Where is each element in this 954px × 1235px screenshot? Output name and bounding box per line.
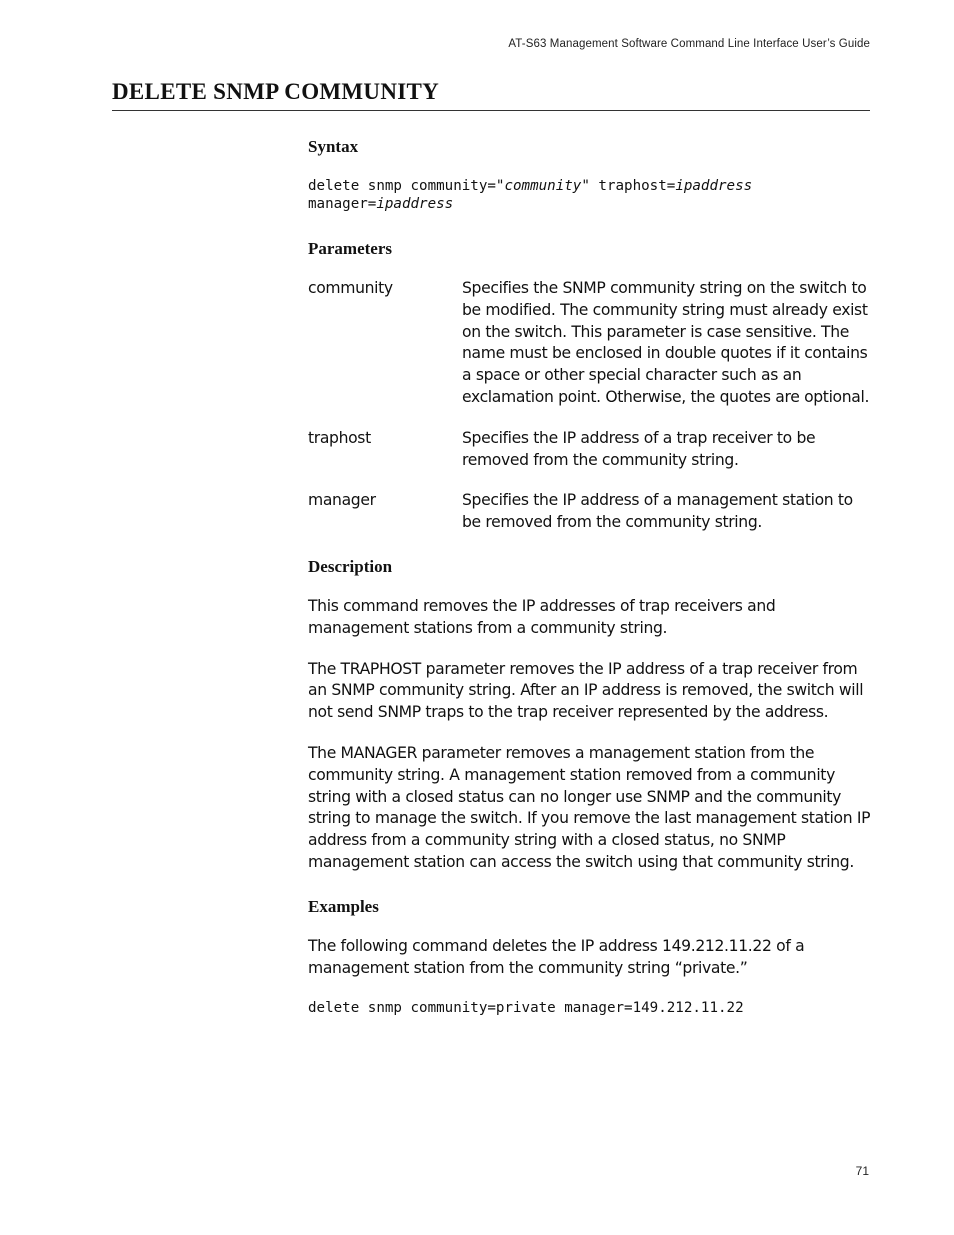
parameter-description: Specifies the SNMP community string on the switch to be modified. The community string must already exist on the switch. This parameter is case sensitive. The name must be enclosed in double quotes if it contains a space or other special character such as an exclamation point. Otherwise, the quotes are optional. bbox=[462, 279, 870, 406]
syntax-heading: Syntax bbox=[308, 137, 359, 156]
page-title: DELETE SNMP COMMUNITY bbox=[112, 79, 440, 104]
parameters-heading: Parameters bbox=[308, 239, 393, 258]
syntax-code bbox=[308, 177, 873, 213]
syntax-placeholder-community: community bbox=[504, 178, 582, 194]
parameter-row-community bbox=[308, 278, 873, 409]
syntax-text: delete snmp community=" bbox=[308, 178, 505, 194]
page-number: 71 bbox=[855, 1164, 869, 1178]
syntax-placeholder-traphost: ipaddress bbox=[675, 178, 753, 194]
running-header: AT-S63 Management Software Command Line Interface User’s Guide bbox=[508, 38, 870, 50]
examples-heading: Examples bbox=[308, 896, 379, 916]
parameter-name: traphost bbox=[308, 428, 371, 447]
description-paragraph: The MANAGER parameter removes a management station from the community string. A management station removed from a community string with a closed status can no longer use SNMP and the community string to manage the switch. If you remove the last management station IP address from a community string with a closed status, no SNMP management station can access the switch using that community string. bbox=[308, 743, 871, 871]
description-paragraph: This command removes the IP addresses of trap receivers and management stations from a community string. bbox=[308, 596, 776, 637]
syntax-text: " traphost= bbox=[581, 178, 676, 194]
description-paragraph: The TRAPHOST parameter removes the IP address of a trap receiver from an SNMP community string. After an IP address is removed, the switch will not send SNMP traps to the trap receiver represented by the address. bbox=[308, 659, 864, 722]
description-heading: Description bbox=[308, 556, 393, 576]
title-divider bbox=[112, 110, 870, 111]
parameter-row-manager bbox=[308, 490, 873, 534]
parameter-description: Specifies the IP address of a management station to be removed from the community string. bbox=[462, 491, 853, 532]
main-content bbox=[308, 136, 873, 1017]
syntax-placeholder-manager: ipaddress bbox=[376, 196, 454, 212]
parameter-name: manager bbox=[308, 491, 376, 510]
example-code: delete snmp community=private manager=149.212.11.22 bbox=[308, 1000, 744, 1017]
parameter-row-traphost bbox=[308, 428, 873, 472]
parameter-description: Specifies the IP address of a trap receiver to be removed from the community string. bbox=[462, 428, 816, 469]
syntax-text: manager= bbox=[308, 196, 377, 212]
parameter-name: community bbox=[308, 279, 393, 297]
examples-intro: The following command deletes the IP address 149.212.11.22 of a management station from the community string “private.” bbox=[308, 936, 805, 977]
